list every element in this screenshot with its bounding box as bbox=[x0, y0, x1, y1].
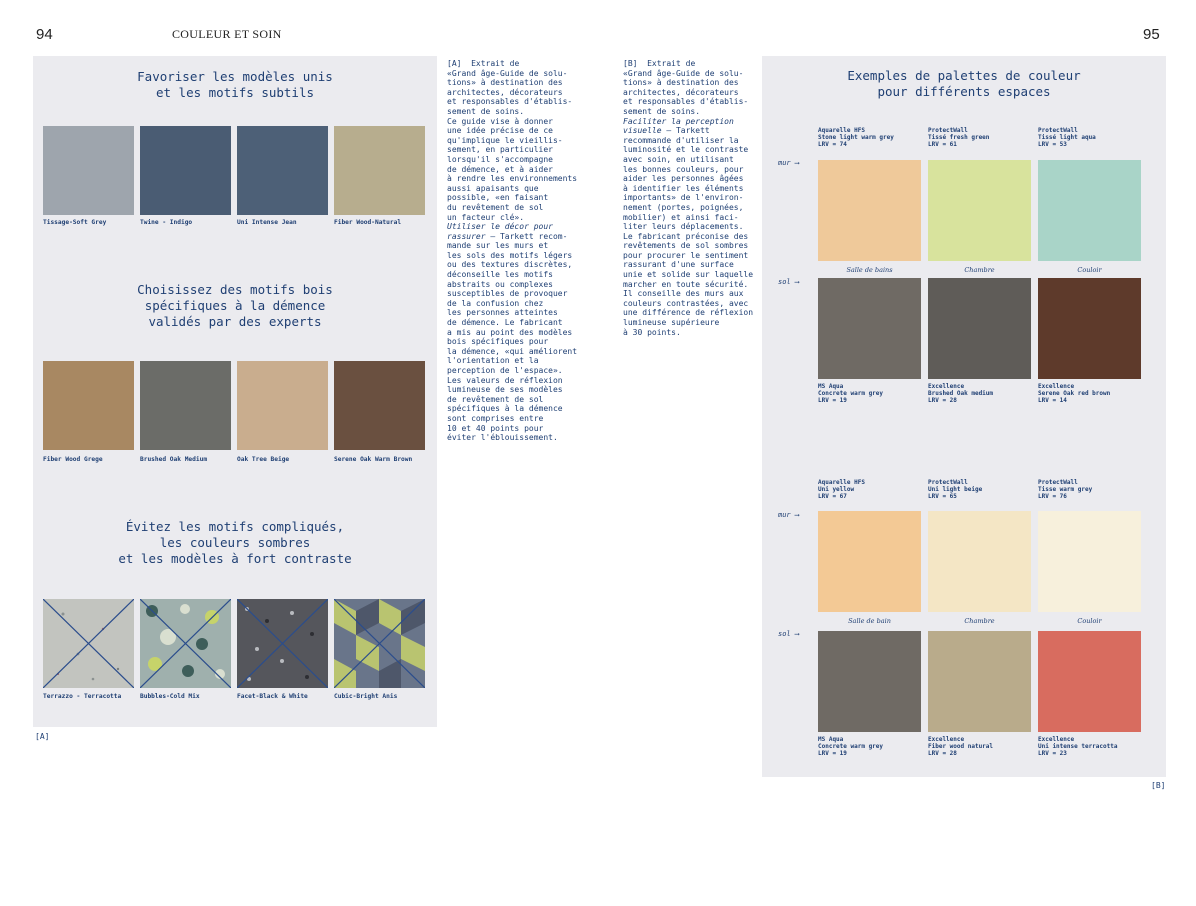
column-a-intro: Extrait de «Grand âge-Guide de solu- tions» à destination des architectes, décorateurs et responsables d'établis- sement de soins. Ce guide vise à donner une idée précise de ce qu'implique le vieillis- sement, en particulier lorsqu'il s'accompagne de démence, et à aider à rendre les environnements aussi apaisants que possible, «en faisant du revêtement de sol un facteur clé». bbox=[447, 59, 578, 222]
swatch-caption: Tissage-Soft Grey bbox=[43, 219, 107, 226]
swatch-brushed-oak-medium bbox=[140, 361, 231, 450]
page-number-left: 94 bbox=[36, 26, 53, 43]
floor-swatch bbox=[1038, 631, 1141, 732]
cross-out-icon bbox=[43, 599, 134, 688]
figure-ref-a: [A] bbox=[35, 732, 50, 741]
swatch-caption: Fiber Wood-Natural bbox=[334, 219, 402, 226]
swatch-facet-black-white bbox=[237, 599, 328, 688]
wall-swatch-chambre bbox=[928, 160, 1031, 261]
swatch-serene-oak-warm-brown bbox=[334, 361, 425, 450]
section-heading-wood: Choisissez des motifs bois spécifiques à la démence validés par des experts bbox=[137, 282, 333, 329]
swatch-terrazzo-terracotta bbox=[43, 599, 134, 688]
floor-swatch bbox=[818, 631, 921, 732]
floor-swatch bbox=[928, 278, 1031, 379]
wall-swatch-salle-de-bain bbox=[818, 511, 921, 612]
wall-label: ProtectWall Tissé fresh green LRV = 61 bbox=[928, 127, 990, 149]
wall-arrow-label: mur bbox=[778, 511, 791, 519]
swatch-caption: Brushed Oak Medium bbox=[140, 456, 208, 463]
floor-arrow bbox=[778, 630, 799, 638]
section-heading-plain: Favoriser les modèles unis et les motifs subtils bbox=[137, 69, 333, 100]
left-figure-panel bbox=[33, 56, 437, 727]
room-label: Salle de bain bbox=[848, 617, 891, 625]
wall-swatch-chambre bbox=[928, 511, 1031, 612]
wall-label: ProtectWall Uni light beige LRV = 65 bbox=[928, 479, 983, 501]
floor-label: Excellence Uni intense terracotta LRV = 23 bbox=[1038, 736, 1118, 758]
swatch-uni-intense-jean bbox=[237, 126, 328, 215]
wall-arrow-label: mur bbox=[778, 159, 791, 167]
swatch-caption: Cubic-Bright Anis bbox=[334, 693, 398, 700]
column-a-ref: [A] bbox=[447, 59, 462, 68]
arrow-right-icon: ⟶ bbox=[794, 511, 800, 519]
swatch-caption: Fiber Wood Grege bbox=[43, 456, 103, 463]
swatch-caption: Bubbles-Cold Mix bbox=[140, 693, 200, 700]
floor-arrow bbox=[778, 278, 799, 286]
column-b-text bbox=[623, 59, 753, 337]
swatch-fiber-wood-grege bbox=[43, 361, 134, 450]
swatch-caption: Terrazzo - Terracotta bbox=[43, 693, 122, 700]
swatch-fiber-wood-natural bbox=[334, 126, 425, 215]
palette-heading: Exemples de palettes de couleur pour différents espaces bbox=[847, 68, 1081, 99]
swatch-caption: Twine - Indigo bbox=[140, 219, 193, 226]
wall-label: ProtectWall Tisse warm grey LRV = 76 bbox=[1038, 479, 1093, 501]
swatch-caption: Oak Tree Beige bbox=[237, 456, 290, 463]
wall-swatch-salle-de-bains bbox=[818, 160, 921, 261]
cross-out-icon bbox=[334, 599, 425, 688]
running-title: COULEUR ET SOIN bbox=[172, 27, 282, 41]
column-a-body: – Tarkett recom- mande sur les murs et les sols des motifs légers ou des textures discrètes, déconseille les motifs abstraits ou complexes susceptibles de provoquer de la confusion chez les personnes atteintes de démence. Le fabricant a mis au point des modèles bois spécifiques pour la démence, «qui améliorent l'orientation et la perception de l'espace». Les valeurs de réflexion lumineuse de ses modèles de revêtement de sol spécifiques à la démence sont comprises entre 10 et 40 points pour éviter l'éblouissement. bbox=[447, 231, 578, 443]
room-label: Couloir bbox=[1077, 266, 1102, 274]
floor-arrow-label: sol bbox=[778, 278, 791, 286]
column-b-italic-lead: Faciliter la perception visuelle bbox=[623, 116, 734, 136]
page-number-right: 95 bbox=[1143, 26, 1160, 43]
column-a-text bbox=[447, 59, 577, 443]
floor-swatch bbox=[928, 631, 1031, 732]
wall-label: Aquarelle HFS Uni yellow LRV = 67 bbox=[818, 479, 865, 501]
figure-ref-b: [B] bbox=[1151, 781, 1166, 790]
cross-out-icon bbox=[237, 599, 328, 688]
room-label: Couloir bbox=[1077, 617, 1102, 625]
swatch-tissage-soft-grey bbox=[43, 126, 134, 215]
wall-label: Aquarelle HFS Stone light warm grey LRV = 74 bbox=[818, 127, 894, 149]
swatch-bubbles-cold-mix bbox=[140, 599, 231, 688]
swatch-caption: Serene Oak Warm Brown bbox=[334, 456, 413, 463]
swatch-caption: Uni Intense Jean bbox=[237, 219, 297, 226]
wall-label: ProtectWall Tissé light aqua LRV = 53 bbox=[1038, 127, 1096, 149]
room-label: Chambre bbox=[964, 617, 995, 625]
room-label: Chambre bbox=[964, 266, 995, 274]
swatch-caption: Facet-Black & White bbox=[237, 693, 308, 700]
swatch-twine-indigo bbox=[140, 126, 231, 215]
wall-swatch-couloir bbox=[1038, 511, 1141, 612]
swatch-cubic-bright-anis bbox=[334, 599, 425, 688]
floor-arrow-label: sol bbox=[778, 630, 791, 638]
room-label: Salle de bains bbox=[846, 266, 893, 274]
swatch-oak-tree-beige bbox=[237, 361, 328, 450]
floor-label: MS Aqua Concrete warm grey LRV = 19 bbox=[818, 736, 884, 758]
floor-swatch bbox=[818, 278, 921, 379]
floor-swatch bbox=[1038, 278, 1141, 379]
cross-out-icon bbox=[140, 599, 231, 688]
right-figure-panel bbox=[762, 56, 1166, 777]
section-heading-avoid: Évitez les motifs compliqués, les couleurs sombres et les modèles à fort contraste bbox=[118, 519, 352, 566]
arrow-right-icon: ⟶ bbox=[794, 278, 800, 286]
column-b-body: – Tarkett recommande d'utiliser la luminosité et le contraste avec soin, en utilisant les bonnes couleurs, pour aider les personnes âgées à identifier les éléments importants» de l'environ- nement (portes, poignées, mobilier) et ainsi faci- liter leurs déplacements. Le fabricant préconise des revêtements de sol sombres pour procurer le sentiment rassurant d'une surface unie et solide sur laquelle marcher en toute sécurité. Il conseille des murs aux couleurs contrastées, avec une différence de réflexion lumineuse supérieure à 30 points. bbox=[623, 126, 754, 337]
arrow-right-icon: ⟶ bbox=[794, 159, 800, 167]
column-b-intro: Extrait de «Grand âge-Guide de solu- tions» à destination des architectes, décorateurs et responsables d'établis- sement de soins. bbox=[623, 59, 749, 116]
arrow-right-icon: ⟶ bbox=[794, 630, 800, 638]
column-a-italic-lead: Utiliser le décor pour rassurer bbox=[447, 222, 553, 241]
floor-label: Excellence Fiber wood natural LRV = 28 bbox=[928, 736, 994, 758]
wall-swatch-couloir bbox=[1038, 160, 1141, 261]
column-b-ref: [B] bbox=[623, 59, 638, 68]
wall-arrow bbox=[778, 511, 799, 519]
wall-arrow bbox=[778, 159, 799, 167]
floor-label: MS Aqua Concrete warm grey LRV = 19 bbox=[818, 383, 884, 405]
floor-label: Excellence Brushed Oak medium LRV = 28 bbox=[928, 383, 994, 405]
floor-label: Excellence Serene Oak red brown LRV = 14 bbox=[1038, 383, 1111, 405]
